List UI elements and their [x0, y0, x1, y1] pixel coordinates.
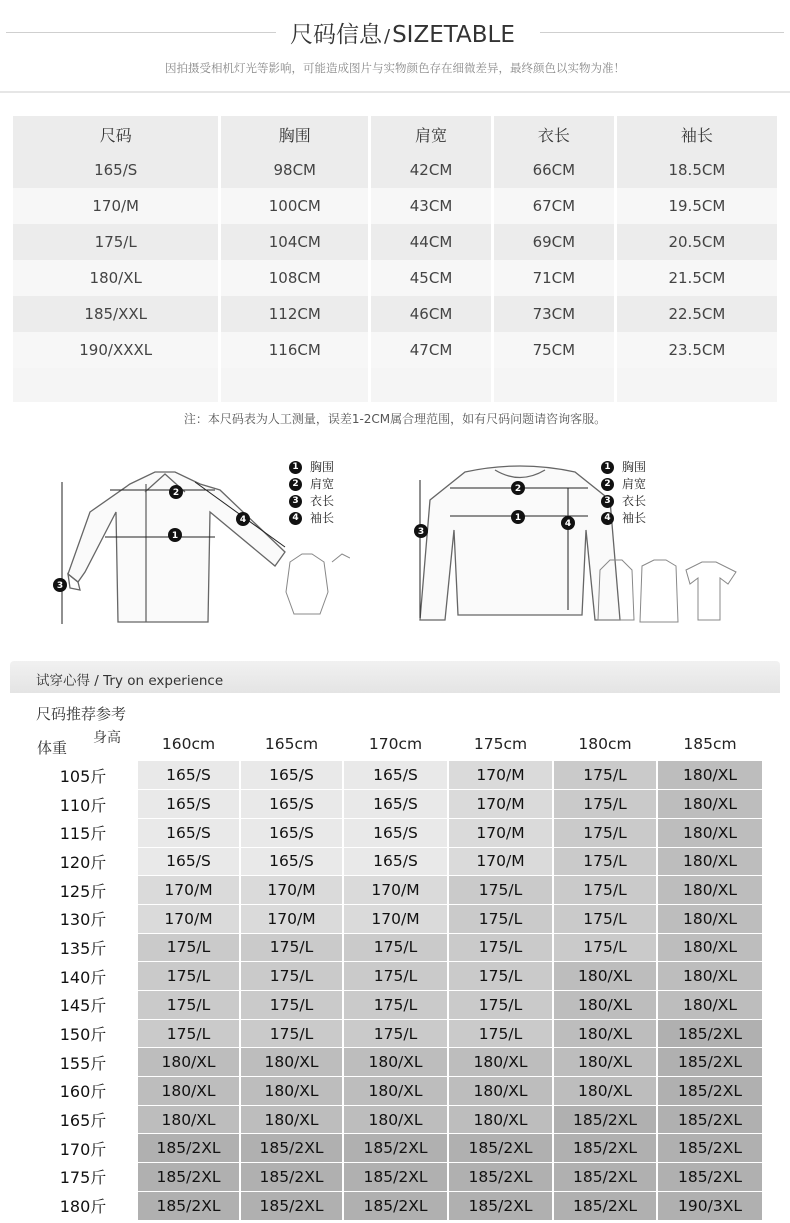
size-cell: 18.5CM — [617, 152, 777, 188]
size-recommendation-cell: 180/XL — [553, 991, 657, 1020]
recommendation-table — [30, 727, 764, 1221]
header-length: 衣长 — [494, 116, 614, 152]
size-recommendation-cell: 175/L — [240, 1019, 343, 1048]
size-cell-empty — [617, 368, 777, 402]
legend-num: 1 — [601, 461, 614, 474]
size-recommendation-cell: 175/L — [343, 933, 448, 962]
legend-label: 衣长 — [622, 494, 647, 508]
size-cell: 67CM — [494, 188, 614, 224]
size-cell: 47CM — [371, 332, 491, 368]
size-cell: 44CM — [371, 224, 491, 260]
header-size: 尺码 — [13, 116, 218, 152]
size-row-empty — [13, 368, 777, 402]
recommendation-row — [30, 1134, 763, 1163]
recommendation-row — [30, 847, 763, 876]
size-recommendation-cell: 180/XL — [657, 962, 763, 991]
recommendation-row — [30, 1019, 763, 1048]
size-row — [13, 152, 777, 188]
sweater-diagram — [410, 460, 745, 630]
size-recommendation-cell: 170/M — [448, 790, 553, 819]
legend-shirt-row — [289, 493, 334, 510]
recommendation-row — [30, 962, 763, 991]
legend-sweater-row — [601, 510, 646, 527]
size-recommendation-cell: 185/2XL — [137, 1163, 240, 1192]
size-recommendation-cell: 180/XL — [553, 962, 657, 991]
size-recommendation-cell: 175/L — [137, 1019, 240, 1048]
size-recommendation-cell: 175/L — [553, 933, 657, 962]
size-recommendation-cell: 175/L — [137, 962, 240, 991]
size-recommendation-cell: 170/M — [448, 818, 553, 847]
tryon-header-title: 试穿心得 / Try on experience — [36, 673, 224, 689]
weight-label: 体重 — [37, 739, 68, 757]
weight-cell: 160斤 — [30, 1077, 137, 1106]
height-col: 160cm — [161, 735, 216, 753]
size-recommendation-cell: 170/M — [240, 876, 343, 905]
weight-cell: 175斤 — [30, 1163, 137, 1192]
size-cell: 185/XXL — [13, 296, 218, 332]
size-row — [13, 332, 777, 368]
size-cell: 100CM — [221, 188, 368, 224]
measurement-note: 注：本尺码表为人工测量，误差1-2CM属合理范围，如有尺码问题请咨询客服。 — [183, 412, 607, 426]
size-cell: 75CM — [494, 332, 614, 368]
size-recommendation-cell: 180/XL — [448, 1077, 553, 1106]
legend-label: 肩宽 — [310, 477, 335, 491]
weight-cell: 145斤 — [30, 991, 137, 1020]
color-disclaimer: 因拍摄受相机灯光等影响，可能造成图片与实物颜色存在细微差异，最终颜色以实物为准！ — [165, 61, 625, 75]
size-recommendation-cell: 175/L — [553, 847, 657, 876]
size-recommendation-cell: 180/XL — [553, 1077, 657, 1106]
size-recommendation-cell: 165/S — [137, 761, 240, 790]
recommendation-row — [30, 1105, 763, 1134]
size-cell: 165/S — [13, 152, 218, 188]
size-recommendation-cell: 185/2XL — [553, 1105, 657, 1134]
size-recommendation-cell: 175/L — [137, 991, 240, 1020]
legend-sweater-row — [601, 493, 646, 510]
size-cell: 45CM — [371, 260, 491, 296]
height-header-row — [30, 727, 763, 761]
weight-cell: 150斤 — [30, 1019, 137, 1048]
size-recommendation-cell: 165/S — [343, 790, 448, 819]
size-cell-empty — [371, 368, 491, 402]
size-recommendation-cell: 180/XL — [657, 847, 763, 876]
legend-label: 衣长 — [310, 494, 335, 508]
size-recommendation-cell: 180/XL — [657, 991, 763, 1020]
size-cell: 73CM — [494, 296, 614, 332]
title-divider-left — [6, 32, 276, 33]
size-recommendation-cell: 180/XL — [343, 1105, 448, 1134]
recommendation-row — [30, 1191, 763, 1220]
recommendation-row — [30, 991, 763, 1020]
legend-label: 胸围 — [310, 460, 335, 474]
size-recommendation-cell: 185/2XL — [240, 1191, 343, 1220]
size-recommendation-cell: 175/L — [448, 876, 553, 905]
size-cell: 22.5CM — [617, 296, 777, 332]
size-recommendation-cell: 175/L — [448, 991, 553, 1020]
size-recommendation-cell: 180/XL — [657, 761, 763, 790]
height-label: 身高 — [93, 730, 121, 746]
recommendation-body — [30, 761, 763, 1220]
size-row — [13, 260, 777, 296]
size-recommendation-cell: 165/S — [137, 847, 240, 876]
weight-cell: 110斤 — [30, 790, 137, 819]
legend-num: 3 — [601, 495, 614, 508]
size-recommendation-cell: 185/2XL — [448, 1163, 553, 1192]
size-cell: 46CM — [371, 296, 491, 332]
size-recommendation-cell: 175/L — [553, 876, 657, 905]
size-cell: 180/XL — [13, 260, 218, 296]
size-row — [13, 296, 777, 332]
legend-num: 1 — [289, 461, 302, 474]
size-recommendation-cell: 165/S — [137, 818, 240, 847]
header-shoulder: 肩宽 — [371, 116, 491, 152]
legend-sweater-row — [601, 476, 646, 493]
legend-num: 4 — [289, 512, 302, 525]
height-col: 180cm — [578, 735, 632, 753]
size-cell-empty — [494, 368, 614, 402]
size-recommendation-cell: 185/2XL — [343, 1191, 448, 1220]
size-recommendation-cell: 165/S — [343, 761, 448, 790]
size-recommendation-cell: 185/2XL — [448, 1191, 553, 1220]
title-row — [0, 14, 790, 50]
recommendation-row — [30, 904, 763, 933]
size-cell: 98CM — [221, 152, 368, 188]
size-cell: 108CM — [221, 260, 368, 296]
size-cell: 43CM — [371, 188, 491, 224]
size-recommendation-cell: 175/L — [553, 904, 657, 933]
size-table-header-row — [13, 116, 777, 152]
height-col: 170cm — [368, 735, 423, 753]
size-recommendation-cell: 175/L — [448, 1019, 553, 1048]
legend-label: 肩宽 — [622, 477, 647, 491]
legend-num: 3 — [289, 495, 302, 508]
size-recommendation-cell: 175/L — [553, 818, 657, 847]
shirt-mark-4: 4 — [239, 515, 247, 525]
size-recommendation-cell: 185/2XL — [553, 1163, 657, 1192]
recommendation-row — [30, 790, 763, 819]
size-recommendation-cell: 180/XL — [448, 1105, 553, 1134]
size-table — [10, 116, 780, 402]
size-recommendation-cell: 175/L — [343, 1019, 448, 1048]
size-recommendation-cell: 185/2XL — [343, 1134, 448, 1163]
legend-num: 4 — [601, 512, 614, 525]
header-sleeve: 袖长 — [617, 116, 777, 152]
size-cell: 21.5CM — [617, 260, 777, 296]
size-recommendation-cell: 185/2XL — [448, 1134, 553, 1163]
tryon-header — [10, 661, 780, 693]
legend-label: 袖长 — [310, 511, 335, 525]
size-recommendation-cell: 170/M — [343, 904, 448, 933]
legend-label: 胸围 — [622, 460, 647, 474]
legend-shirt — [289, 459, 334, 527]
tryon-subtitle: 尺码推荐参考 — [36, 705, 127, 723]
size-recommendation-cell: 165/S — [240, 761, 343, 790]
size-recommendation-cell: 175/L — [553, 761, 657, 790]
size-recommendation-cell: 185/2XL — [240, 1134, 343, 1163]
sweater-mark-2: 2 — [514, 484, 522, 494]
size-recommendation-cell: 165/S — [240, 790, 343, 819]
weight-cell: 180斤 — [30, 1191, 137, 1220]
legend-shirt-row — [289, 459, 334, 476]
size-recommendation-cell: 175/L — [448, 904, 553, 933]
sweater-mark-3: 3 — [417, 527, 425, 537]
size-recommendation-cell: 180/XL — [137, 1048, 240, 1077]
recommendation-row — [30, 876, 763, 905]
size-recommendation-cell: 185/2XL — [553, 1191, 657, 1220]
height-col: 165cm — [264, 735, 319, 753]
recommendation-row — [30, 761, 763, 790]
weight-cell: 125斤 — [30, 876, 137, 905]
size-recommendation-cell: 170/M — [343, 876, 448, 905]
size-table-body — [13, 152, 777, 402]
size-recommendation-cell: 175/L — [240, 962, 343, 991]
recommendation-row — [30, 818, 763, 847]
size-recommendation-cell: 165/S — [240, 847, 343, 876]
size-cell: 19.5CM — [617, 188, 777, 224]
weight-cell: 155斤 — [30, 1048, 137, 1077]
shirt-mark-3: 3 — [56, 581, 64, 591]
size-cell: 66CM — [494, 152, 614, 188]
size-recommendation-cell: 170/M — [448, 847, 553, 876]
size-recommendation-cell: 185/2XL — [553, 1134, 657, 1163]
weight-cell: 140斤 — [30, 962, 137, 991]
size-recommendation-cell: 175/L — [448, 933, 553, 962]
size-recommendation-cell: 180/XL — [657, 904, 763, 933]
weight-cell: 135斤 — [30, 933, 137, 962]
size-cell: 112CM — [221, 296, 368, 332]
size-recommendation-cell: 180/XL — [657, 818, 763, 847]
size-recommendation-cell: 185/2XL — [657, 1048, 763, 1077]
size-recommendation-cell: 185/2XL — [657, 1077, 763, 1106]
size-recommendation-cell: 185/2XL — [657, 1134, 763, 1163]
legend-num: 2 — [289, 478, 302, 491]
size-recommendation-cell: 185/2XL — [137, 1191, 240, 1220]
recommendation-row — [30, 1163, 763, 1192]
recommendation-row — [30, 1077, 763, 1106]
header-chest: 胸围 — [221, 116, 368, 152]
size-recommendation-cell: 165/S — [343, 818, 448, 847]
weight-cell: 115斤 — [30, 818, 137, 847]
weight-cell: 130斤 — [30, 904, 137, 933]
size-cell-empty — [13, 368, 218, 402]
size-cell: 71CM — [494, 260, 614, 296]
size-cell: 20.5CM — [617, 224, 777, 260]
title-sep: / — [384, 26, 391, 47]
size-cell: 104CM — [221, 224, 368, 260]
size-recommendation-cell: 170/M — [240, 904, 343, 933]
size-row — [13, 188, 777, 224]
size-recommendation-cell: 180/XL — [657, 933, 763, 962]
legend-label: 袖长 — [622, 511, 647, 525]
recommendation-row — [30, 1048, 763, 1077]
size-recommendation-cell: 180/XL — [240, 1105, 343, 1134]
size-recommendation-cell: 180/XL — [657, 876, 763, 905]
size-recommendation-cell: 175/L — [343, 991, 448, 1020]
size-recommendation-cell: 180/XL — [137, 1105, 240, 1134]
legend-num: 2 — [601, 478, 614, 491]
size-recommendation-cell: 185/2XL — [657, 1163, 763, 1192]
size-recommendation-cell: 180/XL — [657, 790, 763, 819]
size-recommendation-cell: 175/L — [343, 962, 448, 991]
legend-sweater — [601, 459, 646, 527]
size-recommendation-cell: 165/S — [137, 790, 240, 819]
size-recommendation-cell: 180/XL — [448, 1048, 553, 1077]
size-recommendation-cell: 190/3XL — [657, 1191, 763, 1220]
size-cell: 175/L — [13, 224, 218, 260]
size-cell: 69CM — [494, 224, 614, 260]
size-recommendation-cell: 180/XL — [343, 1077, 448, 1106]
size-recommendation-cell: 175/L — [553, 790, 657, 819]
weight-cell: 120斤 — [30, 847, 137, 876]
size-recommendation-cell: 185/2XL — [137, 1134, 240, 1163]
size-cell-empty — [221, 368, 368, 402]
title-cn: 尺码信息 — [290, 22, 382, 48]
size-recommendation-cell: 180/XL — [343, 1048, 448, 1077]
sweater-mark-1: 1 — [514, 513, 522, 523]
size-row — [13, 224, 777, 260]
height-col: 185cm — [683, 735, 737, 753]
size-cell: 23.5CM — [617, 332, 777, 368]
size-recommendation-cell: 175/L — [240, 933, 343, 962]
size-cell: 42CM — [371, 152, 491, 188]
sweater-mark-4: 4 — [564, 519, 572, 529]
size-recommendation-cell: 180/XL — [240, 1048, 343, 1077]
size-recommendation-cell: 165/S — [240, 818, 343, 847]
size-recommendation-cell: 185/2XL — [657, 1019, 763, 1048]
weight-cell: 165斤 — [30, 1105, 137, 1134]
size-recommendation-cell: 175/L — [137, 933, 240, 962]
size-recommendation-cell: 180/XL — [553, 1019, 657, 1048]
size-recommendation-cell: 180/XL — [240, 1077, 343, 1106]
size-recommendation-cell: 185/2XL — [240, 1163, 343, 1192]
legend-sweater-row — [601, 459, 646, 476]
size-recommendation-cell: 185/2XL — [343, 1163, 448, 1192]
recommendation-row — [30, 933, 763, 962]
size-cell: 116CM — [221, 332, 368, 368]
size-recommendation-cell: 170/M — [137, 904, 240, 933]
size-cell: 190/XXXL — [13, 332, 218, 368]
height-col: 175cm — [473, 735, 528, 753]
size-recommendation-cell: 185/2XL — [657, 1105, 763, 1134]
size-recommendation-cell: 170/M — [448, 761, 553, 790]
size-cell: 170/M — [13, 188, 218, 224]
page-title — [290, 16, 515, 49]
legend-shirt-row — [289, 476, 334, 493]
title-en: SIZETABLE — [392, 22, 515, 48]
shirt-mark-2: 2 — [172, 488, 180, 498]
size-recommendation-cell: 180/XL — [553, 1048, 657, 1077]
legend-shirt-row — [289, 510, 334, 527]
size-recommendation-cell: 180/XL — [137, 1077, 240, 1106]
weight-cell: 170斤 — [30, 1134, 137, 1163]
shirt-mark-1: 1 — [171, 531, 179, 541]
size-recommendation-cell: 175/L — [240, 991, 343, 1020]
size-recommendation-cell: 170/M — [137, 876, 240, 905]
section-divider — [0, 91, 790, 93]
size-recommendation-cell: 165/S — [343, 847, 448, 876]
size-recommendation-cell: 175/L — [448, 962, 553, 991]
title-divider-right — [540, 32, 784, 33]
weight-cell: 105斤 — [30, 761, 137, 790]
